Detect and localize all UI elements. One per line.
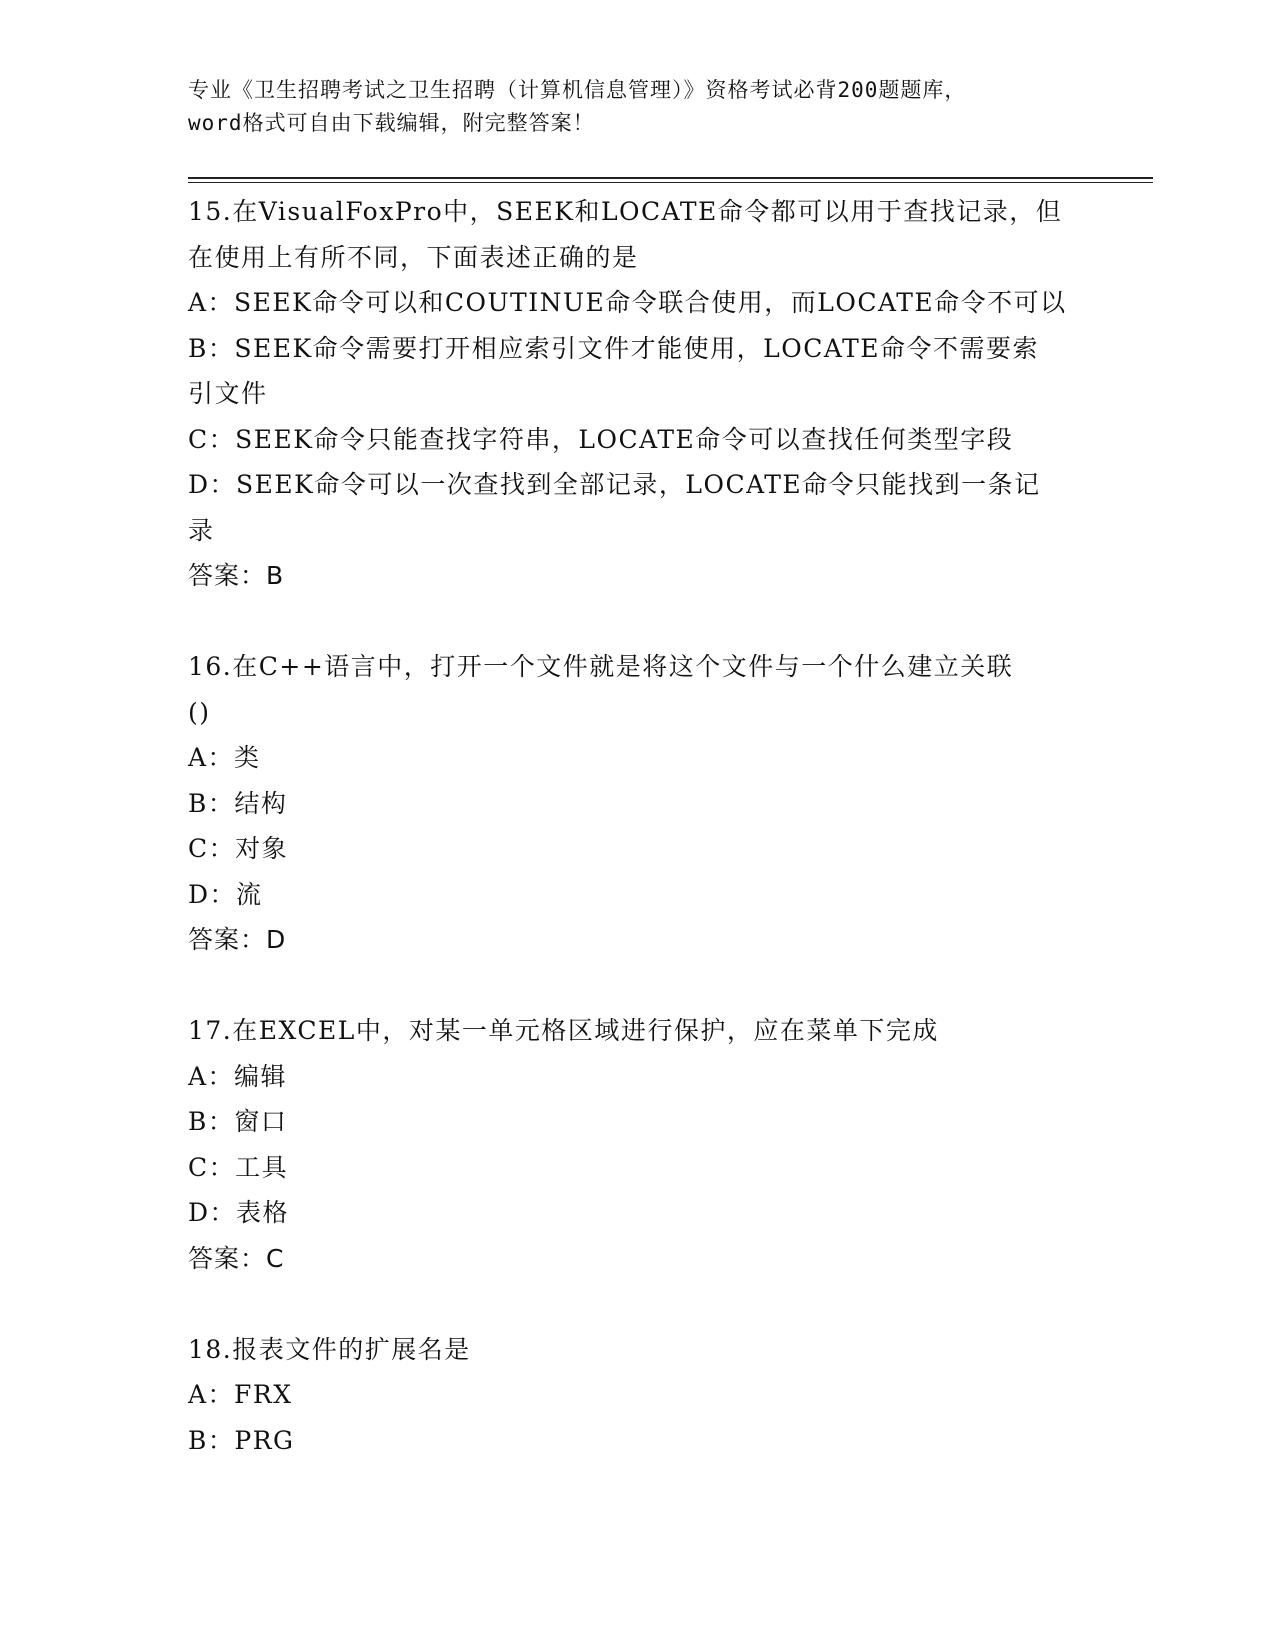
option-c: C：对象 bbox=[188, 834, 289, 863]
option-d: D：表格 bbox=[188, 1198, 290, 1227]
option-d: D：流 bbox=[188, 879, 263, 909]
option-b: B：窗口 bbox=[188, 1107, 288, 1136]
header-subtitle-line: word格式可自由下载编辑，附完整答案！ bbox=[188, 111, 595, 135]
option-d: D：SEEK命令可以一次查找到全部记录，LOCATE命令只能找到一条记 bbox=[188, 470, 1041, 499]
answer: 答案：B bbox=[188, 561, 285, 590]
header-divider-thick bbox=[188, 177, 1153, 179]
option-b-continued: 引文件 bbox=[188, 379, 268, 408]
option-c: C：工具 bbox=[188, 1152, 289, 1182]
option-a: A：编辑 bbox=[188, 1061, 288, 1091]
question-15 bbox=[188, 189, 1088, 599]
option-a: A：SEEK命令可以和COUTINUE命令联合使用，而LOCATE命令不可以 bbox=[188, 288, 1067, 317]
question-stem-line: 在使用上有所不同，下面表述正确的是 bbox=[188, 242, 639, 272]
question-18 bbox=[188, 1327, 1088, 1464]
question-stem-line: () bbox=[188, 697, 211, 727]
option-b: B：PRG bbox=[188, 1425, 295, 1455]
question-stem-line: 17.在EXCEL中，对某一单元格区域进行保护，应在菜单下完成 bbox=[188, 1016, 939, 1045]
question-stem-line: 18.报表文件的扩展名是 bbox=[188, 1334, 471, 1364]
question-17 bbox=[188, 1008, 1088, 1281]
option-b: B：结构 bbox=[188, 788, 288, 818]
option-b: B：SEEK命令需要打开相应索引文件才能使用，LOCATE命令不需要索 bbox=[188, 333, 1040, 363]
document-header bbox=[188, 74, 1088, 140]
answer: 答案：C bbox=[188, 1243, 285, 1273]
question-list bbox=[188, 189, 1088, 1509]
question-stem-line: 16.在C++语言中，打开一个文件就是将这个文件与一个什么建立关联 bbox=[188, 652, 1014, 681]
option-a: A：类 bbox=[188, 743, 261, 772]
question-16 bbox=[188, 644, 1088, 963]
question-stem-line: 15.在VisualFoxPro中，SEEK和LOCATE命令都可以用于查找记录，但 bbox=[188, 197, 1063, 226]
header-title-line: 专业《卫生招聘考试之卫生招聘（计算机信息管理）》资格考试必背200题题库， bbox=[188, 78, 967, 102]
answer: 答案：D bbox=[188, 925, 287, 954]
option-a: A：FRX bbox=[188, 1380, 293, 1409]
option-d-continued: 录 bbox=[188, 515, 215, 545]
option-c: C：SEEK命令只能查找字符串，LOCATE命令可以查找任何类型字段 bbox=[188, 424, 1014, 454]
header-divider-thin bbox=[188, 182, 1153, 183]
